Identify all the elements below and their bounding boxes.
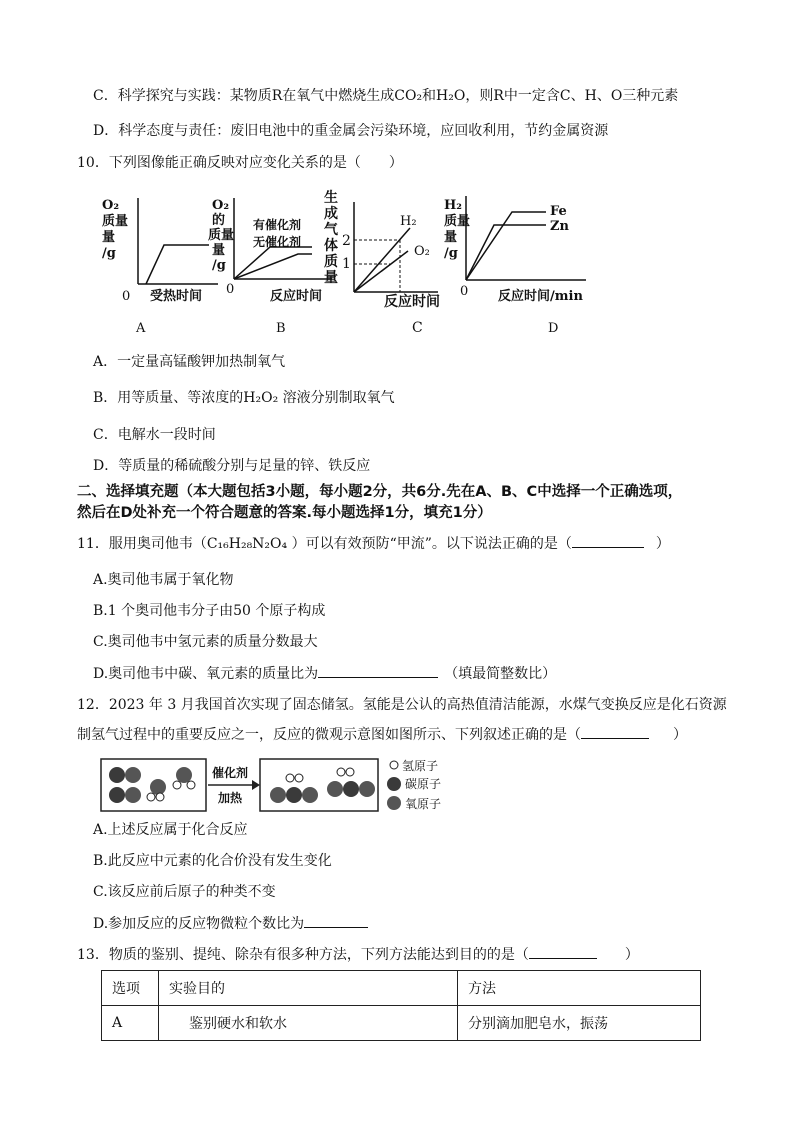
chart-b xyxy=(208,192,336,342)
legend-hydrogen-label: 氢原子 xyxy=(402,759,439,773)
chart-a-origin: 0 xyxy=(122,289,131,304)
chart-c-ylabel-3: 气 xyxy=(324,222,338,238)
chart-c-line1-label: H₂ xyxy=(400,214,417,229)
q12-stem-line1: 12．2023 年 3 月我国首次实现了固态储氢。氢能是公认的高热值清洁能源，水煤气变换反应是化石资源 xyxy=(77,697,727,713)
q11-stem-text: 11．服用奥司他韦（C₁₆H₂₈N₂O₄ ）可以有效预防“甲流”。以下说法正确的是（ xyxy=(77,536,572,552)
chart-a-ylabel-4: /g xyxy=(102,246,116,261)
product-oxygen-atom xyxy=(327,781,343,797)
product-hydrogen-atom xyxy=(295,774,303,782)
q12-reaction-diagram xyxy=(100,757,450,813)
legend-carbon-label: 碳原子 xyxy=(405,777,442,791)
q11-answer-blank[interactable] xyxy=(572,533,644,548)
chart-b-ylabel-3: 质量 xyxy=(208,228,235,243)
reactant-carbon-atom xyxy=(109,767,125,783)
q9-option-c: C．科学探究与实践：某物质R在氧气中燃烧生成CO₂和H₂O，则R中一定含C、H、O三种元素 xyxy=(93,88,679,104)
q12-option-c: C.该反应前后原子的种类不变 xyxy=(93,884,276,900)
chart-d-xlabel: 反应时间/min xyxy=(498,289,583,304)
chart-d-line-fe xyxy=(466,212,546,280)
chart-a-ylabel-3: 量 xyxy=(102,230,116,245)
q13-answer-blank[interactable] xyxy=(529,944,597,959)
product-hydrogen-atom xyxy=(286,774,294,782)
chart-c-tick-1: 1 xyxy=(342,256,351,272)
q13-stem-close: ） xyxy=(624,947,639,963)
chart-b-caption: B xyxy=(276,321,286,336)
legend-oxygen-label: 氧原子 xyxy=(405,797,442,811)
chart-a-xlabel: 受热时间 xyxy=(150,289,203,304)
reactant-hydrogen-atom xyxy=(156,793,164,801)
chart-c-ylabel-2: 成 xyxy=(324,206,338,222)
chart-b-line1-label: 有催化剂 xyxy=(253,218,302,232)
q11-option-d-text: D.奥司他韦中碳、氧元素的质量比为 xyxy=(93,666,319,682)
chart-d-ylabel-2: 质量 xyxy=(444,214,471,229)
chart-c-tick-2: 2 xyxy=(342,233,351,249)
q11-option-c: C.奥司他韦中氢元素的质量分数最大 xyxy=(93,634,318,650)
chart-d-ylabel-1: H₂ xyxy=(444,198,462,213)
chart-d-ylabel-4: /g xyxy=(444,246,458,261)
legend-carbon-symbol xyxy=(387,777,401,791)
chart-b-ylabel-1: O₂ xyxy=(212,198,230,213)
chart-b-line2-label: 无催化剂 xyxy=(253,235,302,249)
chart-b-ylabel-2: 的 xyxy=(212,213,226,228)
chart-d-caption: D xyxy=(548,321,559,336)
reactant-hydrogen-atom xyxy=(173,781,181,789)
q11-option-b: B.1 个奥司他韦分子由50 个原子构成 xyxy=(93,603,326,619)
q11-stem xyxy=(77,533,670,554)
table-cell: 分别滴加肥皂水，振荡 xyxy=(458,1006,701,1041)
chart-c-line2-label: O₂ xyxy=(414,244,430,259)
q12-option-b: B.此反应中元素的化合价没有发生变化 xyxy=(93,853,332,869)
table-cell: A xyxy=(102,1006,159,1041)
section2-heading-line2: 然后在D处补充一个符合题意的答案.每小题选择1分，填充1分） xyxy=(77,505,492,521)
chart-c-ylabel-5: 质 xyxy=(324,254,338,270)
q11-option-d-hint: （填最简整数比） xyxy=(444,666,557,682)
chart-d-origin: 0 xyxy=(460,284,469,299)
chart-b-ylabel-5: /g xyxy=(212,258,226,273)
reactant-oxygen-atom xyxy=(125,767,141,783)
section2-heading-line1: 二、选择填充题（本大题包括3小题，每小题2分，共6分.先在A、B、C中选择一个正确选项， xyxy=(77,484,683,500)
chart-b-ylabel-4: 量 xyxy=(212,243,226,258)
chart-c xyxy=(320,188,446,342)
q11-option-d xyxy=(93,663,556,684)
reactant-carbon-atom xyxy=(109,787,125,803)
reactant-oxygen-atom xyxy=(176,767,192,783)
q12-stem-line2 xyxy=(77,724,687,745)
q13-options-table xyxy=(101,970,701,1041)
arrow-condition-catalyst: 催化剂 xyxy=(212,766,249,780)
table-header-row xyxy=(102,971,701,1006)
q12-stem-text: 制氢气过程中的重要反应之一，反应的微观示意图如图所示、下列叙述正确的是（ xyxy=(77,727,581,743)
product-carbon-atom xyxy=(343,781,359,797)
q11-d-blank[interactable] xyxy=(318,663,438,678)
q13-stem xyxy=(77,944,639,965)
chart-b-xlabel: 反应时间 xyxy=(270,289,323,304)
product-carbon-atom xyxy=(286,787,302,803)
q12-option-d-text: D.参加反应的反应物微粒个数比为 xyxy=(93,916,305,932)
chart-a xyxy=(100,192,220,342)
product-oxygen-atom xyxy=(359,781,375,797)
reaction-arrowhead xyxy=(252,780,260,790)
chart-c-xlabel: 反应时间 xyxy=(384,294,440,310)
table-row xyxy=(102,1006,701,1041)
q13-stem-text: 13．物质的鉴别、提纯、除杂有很多种方法，下列方法能达到目的的是（ xyxy=(77,947,529,963)
chart-a-ylabel-2: 质量 xyxy=(102,214,129,229)
q10-option-b: B．用等质量、等浓度的H₂O₂ 溶液分别制取氧气 xyxy=(93,390,395,406)
q10-option-a: A．一定量高锰酸钾加热制氧气 xyxy=(93,354,286,370)
arrow-condition-heat: 加热 xyxy=(218,791,243,805)
q11-stem-close: ） xyxy=(655,536,670,552)
chart-c-ylabel-1: 生 xyxy=(324,190,338,206)
q10-stem: 10．下列图像能正确反映对应变化关系的是（ ） xyxy=(77,155,403,171)
chart-d xyxy=(440,192,590,342)
q9-option-d: D．科学态度与责任：废旧电池中的重金属会污染环境，应回收利用，节约金属资源 xyxy=(93,123,609,139)
q11-option-a: A.奥司他韦属于氧化物 xyxy=(93,572,234,588)
chart-d-line-zn xyxy=(466,225,546,280)
q12-stem-close: ） xyxy=(673,727,687,743)
reactant-hydrogen-atom xyxy=(147,793,155,801)
table-header-cell: 实验目的 xyxy=(159,971,458,1006)
chart-b-line-no-catalyst xyxy=(234,254,312,279)
chart-d-line2-label: Zn xyxy=(550,219,569,234)
q10-option-d: D．等质量的稀硫酸分别与足量的锌、铁反应 xyxy=(93,458,371,474)
product-oxygen-atom xyxy=(270,787,286,803)
chart-a-line xyxy=(146,245,209,284)
chart-c-caption: C xyxy=(412,320,423,336)
chart-a-caption: A xyxy=(136,321,146,336)
table-header-cell: 方法 xyxy=(458,971,701,1006)
q12-option-a: A.上述反应属于化合反应 xyxy=(93,822,248,838)
product-hydrogen-atom xyxy=(337,768,345,776)
q12-answer-blank[interactable] xyxy=(581,724,649,739)
q10-option-c: C．电解水一段时间 xyxy=(93,427,216,443)
chart-a-ylabel-1: O₂ xyxy=(102,198,120,213)
legend-oxygen-symbol xyxy=(387,796,401,810)
chart-d-ylabel-3: 量 xyxy=(444,230,458,245)
legend-hydrogen-symbol xyxy=(390,761,398,769)
chart-c-ylabel-4: 体 xyxy=(324,238,338,254)
chart-d-line1-label: Fe xyxy=(550,204,567,219)
table-header-cell: 选项 xyxy=(102,971,159,1006)
chart-c-ylabel-6: 量 xyxy=(324,270,338,286)
reactant-hydrogen-atom xyxy=(187,781,195,789)
reactant-oxygen-atom xyxy=(125,787,141,803)
table-cell: 鉴别硬水和软水 xyxy=(159,1006,458,1041)
q12-d-blank[interactable] xyxy=(304,913,368,928)
reactant-oxygen-atom xyxy=(150,779,166,795)
chart-b-origin: 0 xyxy=(226,282,235,297)
q12-option-d xyxy=(93,913,368,934)
product-oxygen-atom xyxy=(302,787,318,803)
chart-c-line-h2 xyxy=(354,228,410,292)
product-hydrogen-atom xyxy=(346,768,354,776)
